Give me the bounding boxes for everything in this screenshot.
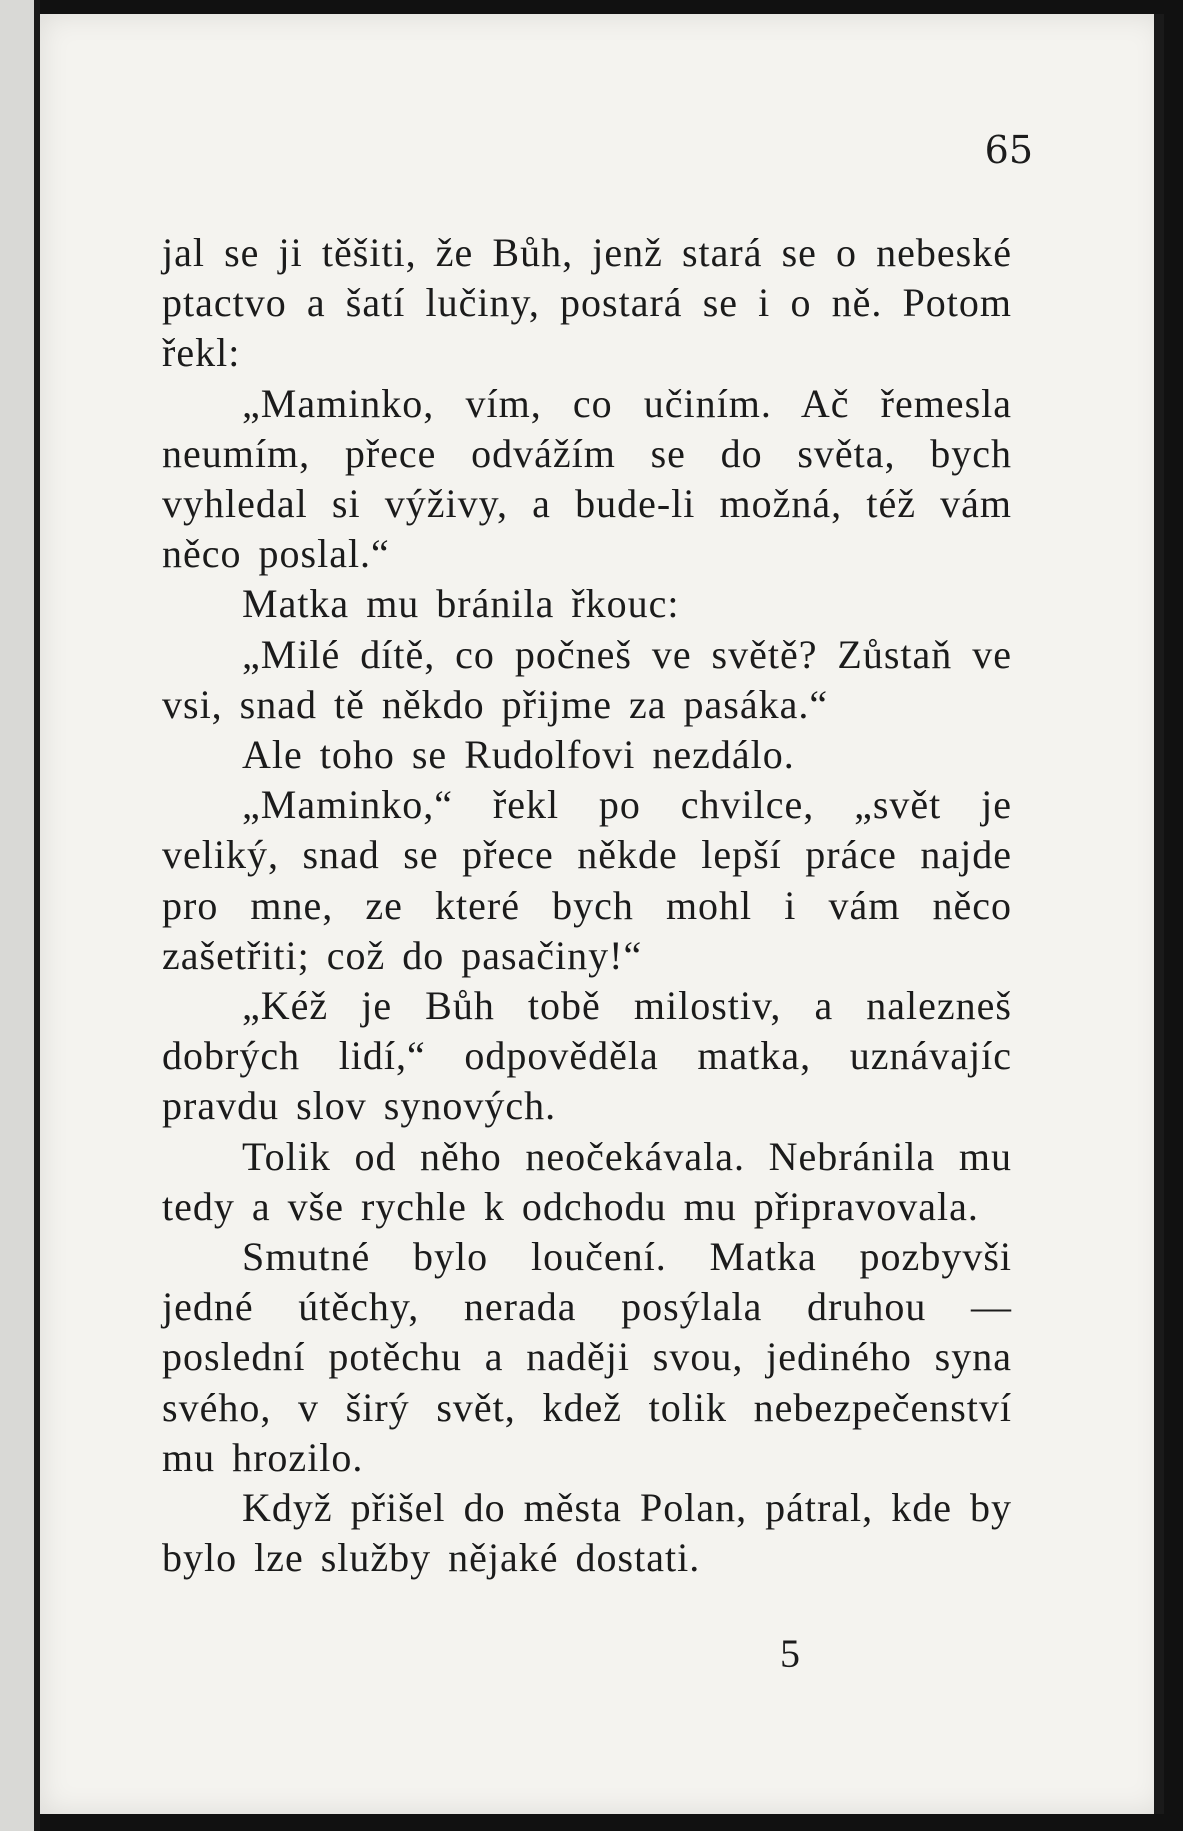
- paragraph-2: „Maminko, vím, co učiním. Ač řemesla neumím, přece odvážím se do světa, bych vyhledal si výživy, a bude-li možná, též vám něco poslal.“: [162, 380, 1012, 577]
- book-spine: [0, 0, 40, 1831]
- paragraph-8: Tolik od něho neočekávala. Nebránila mu tedy a vše rychle k odchodu mu připravovala.: [162, 1133, 1012, 1229]
- page-number: 65: [984, 128, 1033, 172]
- paragraph-4: „Milé dítě, co počneš ve světě? Zůstaň ve vsi, snad tě někdo přijme za pasáka.“: [162, 631, 1012, 727]
- body-text: [162, 228, 1012, 1583]
- signature-mark: 5: [780, 1631, 800, 1676]
- paragraph-6: „Maminko,“ řekl po chvilce, „svět je veliký, snad se přece někde lepší práce najde pro mne, ze které bych mohl i vám něco zašetřiti; což do pasačiny!“: [162, 782, 1012, 978]
- paragraph-10: Když přišel do města Polan, pátral, kde by bylo lze služby nějaké dostati.: [162, 1485, 1012, 1581]
- paragraph-1: jal se ji těšiti, že Bůh, jenž stará se o nebeské ptactvo a šatí lučiny, postará se i o ně. Potom řekl:: [162, 230, 1012, 376]
- paragraph-3: Matka mu bránila řkouc:: [242, 581, 680, 627]
- paragraph-5: Ale toho se Rudolfovi nezdálo.: [242, 732, 795, 778]
- paragraph-9: Smutné bylo loučení. Matka pozbyvši jedné útěchy, nerada posýlala druhou — poslední potěchu a naději svou, jediného syna svého, v širý svět, kdež tolik nebezpečenství mu hrozilo.: [162, 1234, 1012, 1480]
- paragraph-7: „Kéž je Bůh tobě milostiv, a nalezneš dobrých lidí,“ odpověděla matka, uznávajíc pravdu slov synových.: [162, 983, 1012, 1129]
- page-edge-shadow: [1154, 14, 1164, 1814]
